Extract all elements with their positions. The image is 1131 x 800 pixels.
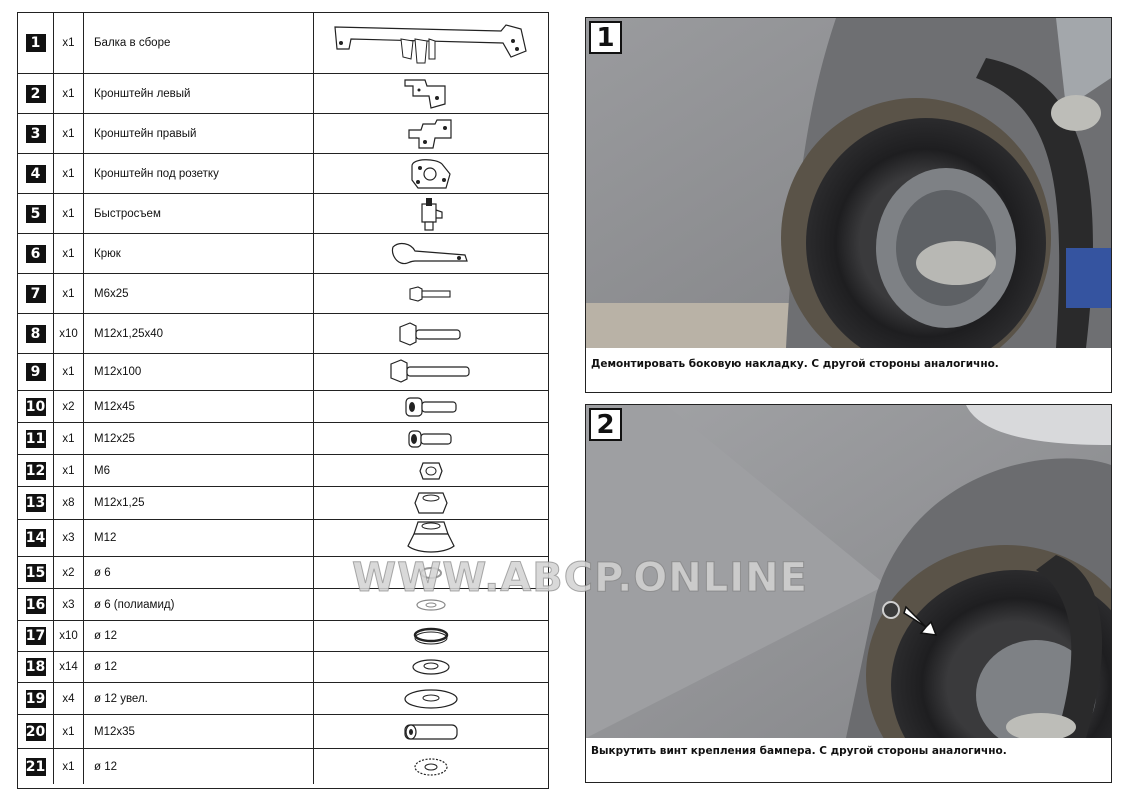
step-1-caption: Демонтировать боковую накладку. С другой стороны аналогично. — [591, 358, 999, 370]
part-number: 13 — [25, 495, 46, 511]
right-bracket-icon — [314, 114, 548, 153]
part-name: M12x45 — [84, 391, 314, 422]
part-quantity: x1 — [54, 154, 84, 193]
part-number-cell — [18, 487, 54, 519]
part-quantity: x8 — [54, 487, 84, 519]
left-bracket-icon — [314, 74, 548, 113]
part-number-cell — [18, 154, 54, 193]
part-number-cell — [18, 423, 54, 454]
step-number-badge: 1 — [589, 21, 622, 54]
part-quantity: x1 — [54, 74, 84, 113]
parts-table-row — [18, 621, 548, 652]
part-number-cell — [18, 749, 54, 784]
quick-release-icon — [314, 194, 548, 233]
car-fender-photo-2 — [586, 405, 1111, 738]
part-number: 8 — [26, 325, 46, 343]
part-number: 21 — [25, 758, 46, 775]
socket-head-bolt-icon — [314, 391, 548, 422]
part-name: M12x1,25x40 — [84, 314, 314, 353]
part-name: ø 6 (полиамид) — [84, 589, 314, 620]
part-quantity: x3 — [54, 520, 84, 556]
spacer-sleeve-icon — [314, 715, 548, 748]
part-quantity: x1 — [54, 274, 84, 313]
parts-table-row — [18, 589, 548, 621]
part-number-cell — [18, 589, 54, 620]
part-name: ø 6 — [84, 557, 314, 588]
part-quantity: x1 — [54, 455, 84, 486]
part-quantity: x1 — [54, 114, 84, 153]
parts-table-row — [18, 652, 548, 683]
part-quantity: x2 — [54, 391, 84, 422]
part-quantity: x10 — [54, 621, 84, 651]
part-number: 10 — [25, 398, 46, 415]
part-quantity: x1 — [54, 749, 84, 784]
parts-table-row — [18, 455, 548, 487]
part-number-cell — [18, 194, 54, 233]
parts-table-row — [18, 274, 548, 314]
lock-washer-icon — [314, 749, 548, 784]
part-name: Быстросъем — [84, 194, 314, 233]
part-number: 14 — [25, 530, 46, 546]
part-name: ø 12 — [84, 749, 314, 784]
part-name: M12x35 — [84, 715, 314, 748]
part-name: ø 12 — [84, 621, 314, 651]
parts-table-row — [18, 749, 548, 784]
parts-table-row — [18, 715, 548, 749]
part-quantity: x1 — [54, 423, 84, 454]
part-number-cell — [18, 314, 54, 353]
part-quantity: x10 — [54, 314, 84, 353]
part-quantity: x3 — [54, 589, 84, 620]
parts-table-row — [18, 74, 548, 114]
part-name: Кронштейн левый — [84, 74, 314, 113]
part-name: Балка в сборе — [84, 13, 314, 73]
flange-nut-icon — [314, 520, 548, 556]
part-number: 7 — [26, 285, 46, 303]
step-1-panel — [585, 17, 1112, 393]
step-1-photo — [586, 18, 1111, 348]
part-name: M12x100 — [84, 354, 314, 390]
parts-table — [17, 12, 549, 789]
part-number-cell — [18, 114, 54, 153]
part-number: 5 — [26, 205, 46, 223]
part-name: M6x25 — [84, 274, 314, 313]
part-number-cell — [18, 274, 54, 313]
part-number: 11 — [25, 430, 46, 447]
parts-table-row — [18, 314, 548, 354]
tow-hook-icon — [314, 234, 548, 273]
part-quantity: x1 — [54, 13, 84, 73]
part-quantity: x4 — [54, 683, 84, 714]
step-number-badge: 2 — [589, 408, 622, 441]
nut-icon — [314, 487, 548, 519]
bolt-small-icon — [314, 274, 548, 313]
part-name: ø 12 увел. — [84, 683, 314, 714]
part-quantity: x1 — [54, 715, 84, 748]
car-fender-photo-1 — [586, 18, 1111, 348]
flat-washer-icon — [314, 652, 548, 682]
part-number-cell — [18, 455, 54, 486]
parts-table-row — [18, 194, 548, 234]
part-number: 17 — [25, 628, 46, 644]
spring-washer-small-icon — [314, 557, 548, 588]
watermark: WWW.ABCP.ONLINE — [352, 555, 808, 601]
part-number: 3 — [26, 125, 46, 143]
part-name: M12x1,25 — [84, 487, 314, 519]
part-name: Кронштейн под розетку — [84, 154, 314, 193]
part-number: 16 — [25, 596, 46, 613]
part-name: ø 12 — [84, 652, 314, 682]
parts-table-row — [18, 423, 548, 455]
part-name: Кронштейн правый — [84, 114, 314, 153]
part-number-cell — [18, 354, 54, 390]
part-number: 15 — [25, 564, 46, 581]
part-quantity: x1 — [54, 234, 84, 273]
socket-head-bolt-short-icon — [314, 423, 548, 454]
parts-table-row — [18, 114, 548, 154]
part-name: M6 — [84, 455, 314, 486]
parts-table-row — [18, 13, 548, 74]
part-quantity: x1 — [54, 194, 84, 233]
part-number: 4 — [26, 165, 46, 183]
part-number-cell — [18, 652, 54, 682]
part-number: 18 — [25, 659, 46, 675]
parts-table-row — [18, 557, 548, 589]
large-washer-icon — [314, 683, 548, 714]
part-number: 20 — [25, 723, 46, 740]
bolt-long-icon — [314, 354, 548, 390]
part-quantity: x1 — [54, 354, 84, 390]
parts-table-row — [18, 234, 548, 274]
step-2-photo — [586, 405, 1111, 738]
parts-table-row — [18, 154, 548, 194]
parts-table-row — [18, 487, 548, 520]
part-quantity: x14 — [54, 652, 84, 682]
part-number: 19 — [25, 690, 46, 707]
part-number-cell — [18, 391, 54, 422]
bolt-medium-icon — [314, 314, 548, 353]
part-number: 1 — [26, 34, 46, 52]
part-number-cell — [18, 683, 54, 714]
step-2-panel — [585, 404, 1112, 783]
part-name: M12x25 — [84, 423, 314, 454]
part-quantity: x2 — [54, 557, 84, 588]
parts-table-row — [18, 391, 548, 423]
parts-table-row — [18, 683, 548, 715]
part-number-cell — [18, 13, 54, 73]
part-number-cell — [18, 557, 54, 588]
tow-beam-assembly-icon — [314, 13, 548, 73]
part-number-cell — [18, 234, 54, 273]
part-number: 9 — [26, 363, 46, 381]
flat-washer-small-icon — [314, 589, 548, 620]
spring-washer-icon — [314, 621, 548, 651]
parts-table-row — [18, 520, 548, 557]
part-number-cell — [18, 520, 54, 556]
parts-table-row — [18, 354, 548, 391]
part-name: M12 — [84, 520, 314, 556]
socket-bracket-icon — [314, 154, 548, 193]
step-2-caption: Выкрутить винт крепления бампера. С другой стороны аналогично. — [591, 745, 1007, 757]
part-number: 12 — [25, 462, 46, 479]
nut-small-icon — [314, 455, 548, 486]
part-name: Крюк — [84, 234, 314, 273]
part-number: 2 — [26, 85, 46, 103]
part-number: 6 — [26, 245, 46, 263]
part-number-cell — [18, 74, 54, 113]
part-number-cell — [18, 621, 54, 651]
part-number-cell — [18, 715, 54, 748]
